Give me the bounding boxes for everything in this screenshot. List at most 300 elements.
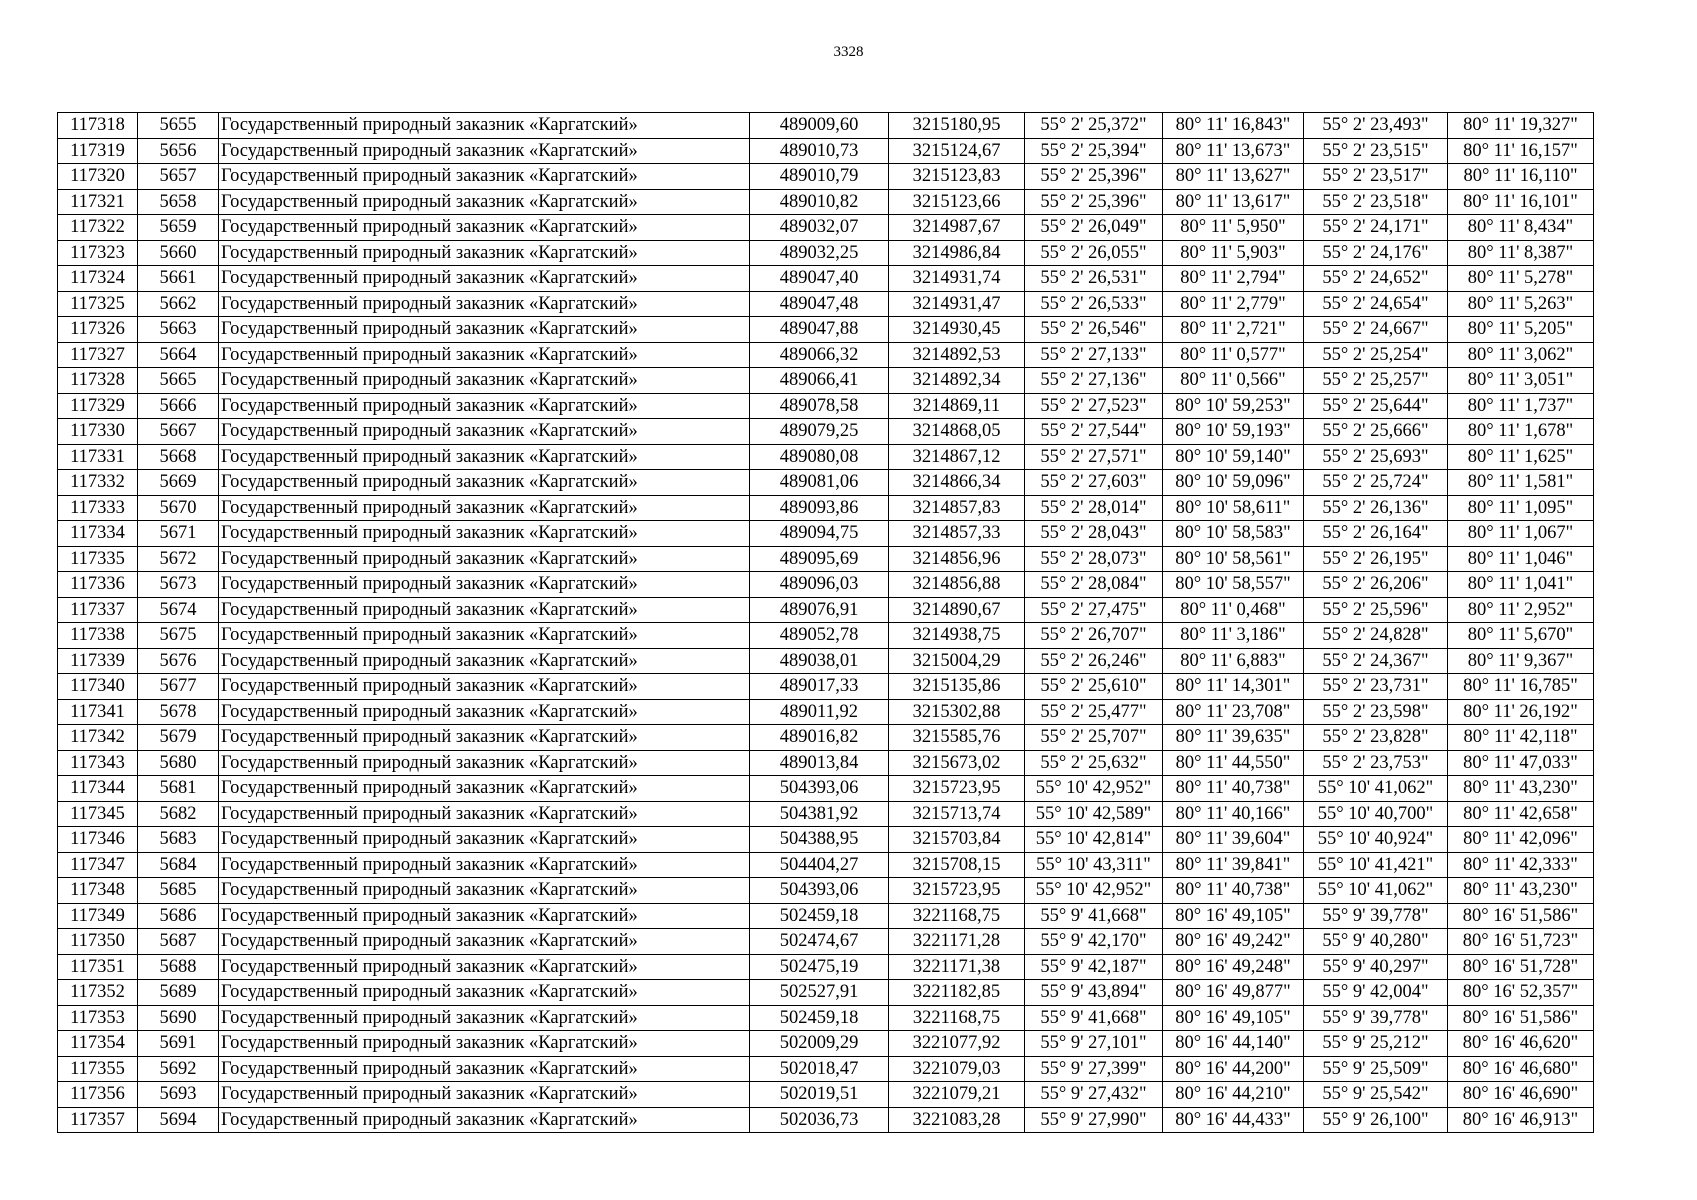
cell-longitude-2: 80° 16' 52,357" — [1448, 980, 1594, 1006]
cell-latitude-2: 55° 2' 26,136" — [1304, 495, 1448, 521]
cell-latitude-1: 55° 2' 25,610" — [1025, 674, 1163, 700]
cell-latitude-1: 55° 2' 27,571" — [1025, 444, 1163, 470]
cell-coord-x: 489010,73 — [750, 138, 889, 164]
cell-latitude-2: 55° 2' 24,652" — [1304, 266, 1448, 292]
cell-latitude-1: 55° 9' 42,170" — [1025, 929, 1163, 955]
cell-coord-x: 489010,82 — [750, 189, 889, 215]
cell-point-number: 5679 — [138, 725, 219, 751]
cell-coord-y: 3214892,34 — [889, 368, 1025, 394]
cell-reserve-name: Государственный природный заказник «Каргатский» — [219, 266, 750, 292]
cell-latitude-1: 55° 9' 41,668" — [1025, 903, 1163, 929]
cell-record-id: 117350 — [58, 929, 138, 955]
cell-latitude-2: 55° 2' 25,724" — [1304, 470, 1448, 496]
cell-latitude-1: 55° 2' 26,246" — [1025, 648, 1163, 674]
cell-latitude-2: 55° 2' 25,644" — [1304, 393, 1448, 419]
cell-record-id: 117352 — [58, 980, 138, 1006]
cell-coord-x: 502019,51 — [750, 1082, 889, 1108]
cell-point-number: 5662 — [138, 291, 219, 317]
cell-longitude-2: 80° 11' 16,785" — [1448, 674, 1594, 700]
table-row — [58, 495, 1594, 521]
table-row — [58, 291, 1594, 317]
table-row — [58, 368, 1594, 394]
cell-longitude-1: 80° 11' 23,708" — [1163, 699, 1304, 725]
table-row — [58, 342, 1594, 368]
cell-longitude-1: 80° 11' 0,566" — [1163, 368, 1304, 394]
table-row — [58, 878, 1594, 904]
cell-record-id: 117336 — [58, 572, 138, 598]
cell-record-id: 117318 — [58, 113, 138, 139]
cell-longitude-1: 80° 16' 49,248" — [1163, 954, 1304, 980]
cell-longitude-2: 80° 11' 5,278" — [1448, 266, 1594, 292]
cell-reserve-name: Государственный природный заказник «Каргатский» — [219, 1005, 750, 1031]
cell-coord-x: 489052,78 — [750, 623, 889, 649]
cell-latitude-2: 55° 9' 40,297" — [1304, 954, 1448, 980]
cell-longitude-1: 80° 16' 44,210" — [1163, 1082, 1304, 1108]
cell-longitude-2: 80° 11' 19,327" — [1448, 113, 1594, 139]
cell-coord-y: 3215123,66 — [889, 189, 1025, 215]
cell-reserve-name: Государственный природный заказник «Каргатский» — [219, 980, 750, 1006]
cell-coord-x: 489066,41 — [750, 368, 889, 394]
cell-coord-y: 3215123,83 — [889, 164, 1025, 190]
cell-longitude-2: 80° 11' 42,096" — [1448, 827, 1594, 853]
cell-reserve-name: Государственный природный заказник «Каргатский» — [219, 597, 750, 623]
cell-reserve-name: Государственный природный заказник «Каргатский» — [219, 750, 750, 776]
cell-longitude-1: 80° 10' 59,253" — [1163, 393, 1304, 419]
cell-coord-y: 3221083,28 — [889, 1107, 1025, 1133]
cell-coord-x: 502459,18 — [750, 1005, 889, 1031]
cell-latitude-1: 55° 2' 28,084" — [1025, 572, 1163, 598]
cell-latitude-2: 55° 10' 41,062" — [1304, 878, 1448, 904]
cell-coord-x: 489081,06 — [750, 470, 889, 496]
cell-reserve-name: Государственный природный заказник «Каргатский» — [219, 827, 750, 853]
cell-longitude-2: 80° 16' 51,723" — [1448, 929, 1594, 955]
cell-reserve-name: Государственный природный заказник «Каргатский» — [219, 1082, 750, 1108]
cell-latitude-1: 55° 2' 26,533" — [1025, 291, 1163, 317]
cell-coord-x: 489009,60 — [750, 113, 889, 139]
cell-coord-y: 3221079,03 — [889, 1056, 1025, 1082]
cell-latitude-1: 55° 9' 27,101" — [1025, 1031, 1163, 1057]
cell-point-number: 5672 — [138, 546, 219, 572]
cell-record-id: 117341 — [58, 699, 138, 725]
cell-coord-y: 3215723,95 — [889, 878, 1025, 904]
cell-latitude-1: 55° 2' 25,372" — [1025, 113, 1163, 139]
cell-longitude-2: 80° 11' 8,387" — [1448, 240, 1594, 266]
cell-longitude-2: 80° 11' 1,581" — [1448, 470, 1594, 496]
cell-latitude-2: 55° 9' 42,004" — [1304, 980, 1448, 1006]
cell-record-id: 117335 — [58, 546, 138, 572]
cell-coord-x: 489047,88 — [750, 317, 889, 343]
cell-latitude-2: 55° 2' 23,493" — [1304, 113, 1448, 139]
cell-coord-x: 504381,92 — [750, 801, 889, 827]
cell-longitude-2: 80° 11' 1,678" — [1448, 419, 1594, 445]
table-row — [58, 393, 1594, 419]
cell-latitude-1: 55° 9' 42,187" — [1025, 954, 1163, 980]
cell-latitude-2: 55° 2' 23,731" — [1304, 674, 1448, 700]
cell-coord-y: 3215703,84 — [889, 827, 1025, 853]
cell-latitude-1: 55° 2' 27,603" — [1025, 470, 1163, 496]
cell-record-id: 117340 — [58, 674, 138, 700]
cell-latitude-1: 55° 2' 25,707" — [1025, 725, 1163, 751]
cell-longitude-1: 80° 16' 49,242" — [1163, 929, 1304, 955]
cell-record-id: 117322 — [58, 215, 138, 241]
table-row — [58, 1031, 1594, 1057]
cell-longitude-1: 80° 10' 58,557" — [1163, 572, 1304, 598]
cell-longitude-2: 80° 16' 46,620" — [1448, 1031, 1594, 1057]
cell-longitude-2: 80° 11' 43,230" — [1448, 878, 1594, 904]
cell-coord-x: 489032,25 — [750, 240, 889, 266]
cell-coord-x: 489032,07 — [750, 215, 889, 241]
cell-record-id: 117342 — [58, 725, 138, 751]
cell-latitude-1: 55° 10' 43,311" — [1025, 852, 1163, 878]
table-row — [58, 1107, 1594, 1133]
cell-point-number: 5675 — [138, 623, 219, 649]
table-row — [58, 699, 1594, 725]
cell-coord-y: 3214857,83 — [889, 495, 1025, 521]
cell-reserve-name: Государственный природный заказник «Каргатский» — [219, 929, 750, 955]
cell-latitude-2: 55° 2' 23,515" — [1304, 138, 1448, 164]
cell-point-number: 5694 — [138, 1107, 219, 1133]
cell-point-number: 5674 — [138, 597, 219, 623]
cell-record-id: 117344 — [58, 776, 138, 802]
page-number: 3328 — [833, 44, 864, 60]
cell-longitude-1: 80° 16' 44,140" — [1163, 1031, 1304, 1057]
cell-coord-y: 3214986,84 — [889, 240, 1025, 266]
cell-record-id: 117347 — [58, 852, 138, 878]
cell-longitude-1: 80° 10' 58,583" — [1163, 521, 1304, 547]
cell-latitude-1: 55° 2' 26,707" — [1025, 623, 1163, 649]
cell-reserve-name: Государственный природный заказник «Каргатский» — [219, 495, 750, 521]
cell-coord-x: 502475,19 — [750, 954, 889, 980]
table-row — [58, 240, 1594, 266]
cell-latitude-2: 55° 2' 23,753" — [1304, 750, 1448, 776]
cell-coord-y: 3221077,92 — [889, 1031, 1025, 1057]
cell-reserve-name: Государственный природный заказник «Каргатский» — [219, 1056, 750, 1082]
cell-latitude-2: 55° 2' 25,257" — [1304, 368, 1448, 394]
cell-coord-x: 489078,58 — [750, 393, 889, 419]
cell-longitude-1: 80° 11' 16,843" — [1163, 113, 1304, 139]
cell-reserve-name: Государственный природный заказник «Каргатский» — [219, 342, 750, 368]
cell-longitude-2: 80° 11' 5,205" — [1448, 317, 1594, 343]
table-row — [58, 597, 1594, 623]
cell-latitude-2: 55° 2' 24,367" — [1304, 648, 1448, 674]
cell-record-id: 117351 — [58, 954, 138, 980]
table-row — [58, 470, 1594, 496]
cell-point-number: 5667 — [138, 419, 219, 445]
cell-reserve-name: Государственный природный заказник «Каргатский» — [219, 623, 750, 649]
cell-latitude-2: 55° 2' 23,518" — [1304, 189, 1448, 215]
cell-record-id: 117329 — [58, 393, 138, 419]
cell-coord-x: 489096,03 — [750, 572, 889, 598]
cell-coord-y: 3214931,74 — [889, 266, 1025, 292]
cell-latitude-2: 55° 2' 25,596" — [1304, 597, 1448, 623]
cell-record-id: 117319 — [58, 138, 138, 164]
cell-latitude-1: 55° 2' 28,073" — [1025, 546, 1163, 572]
cell-point-number: 5688 — [138, 954, 219, 980]
cell-point-number: 5678 — [138, 699, 219, 725]
cell-longitude-2: 80° 16' 46,680" — [1448, 1056, 1594, 1082]
cell-coord-x: 489079,25 — [750, 419, 889, 445]
cell-reserve-name: Государственный природный заказник «Каргатский» — [219, 1107, 750, 1133]
cell-longitude-1: 80° 10' 58,611" — [1163, 495, 1304, 521]
cell-latitude-1: 55° 2' 26,055" — [1025, 240, 1163, 266]
table-row — [58, 572, 1594, 598]
cell-reserve-name: Государственный природный заказник «Каргатский» — [219, 648, 750, 674]
cell-point-number: 5666 — [138, 393, 219, 419]
cell-point-number: 5692 — [138, 1056, 219, 1082]
cell-record-id: 117330 — [58, 419, 138, 445]
cell-point-number: 5687 — [138, 929, 219, 955]
cell-point-number: 5664 — [138, 342, 219, 368]
cell-record-id: 117338 — [58, 623, 138, 649]
cell-latitude-2: 55° 2' 24,667" — [1304, 317, 1448, 343]
cell-longitude-1: 80° 11' 2,779" — [1163, 291, 1304, 317]
cell-record-id: 117348 — [58, 878, 138, 904]
cell-longitude-1: 80° 11' 3,186" — [1163, 623, 1304, 649]
cell-longitude-1: 80° 10' 59,140" — [1163, 444, 1304, 470]
cell-coord-x: 502527,91 — [750, 980, 889, 1006]
table-row — [58, 929, 1594, 955]
cell-record-id: 117345 — [58, 801, 138, 827]
cell-longitude-2: 80° 16' 51,586" — [1448, 1005, 1594, 1031]
cell-point-number: 5659 — [138, 215, 219, 241]
cell-reserve-name: Государственный природный заказник «Каргатский» — [219, 852, 750, 878]
table-row — [58, 674, 1594, 700]
cell-latitude-1: 55° 9' 27,399" — [1025, 1056, 1163, 1082]
table-row — [58, 725, 1594, 751]
cell-longitude-2: 80° 11' 26,192" — [1448, 699, 1594, 725]
cell-longitude-2: 80° 16' 51,728" — [1448, 954, 1594, 980]
cell-latitude-1: 55° 2' 25,396" — [1025, 189, 1163, 215]
cell-longitude-2: 80° 11' 1,046" — [1448, 546, 1594, 572]
cell-coord-y: 3215673,02 — [889, 750, 1025, 776]
cell-coord-x: 502018,47 — [750, 1056, 889, 1082]
cell-point-number: 5677 — [138, 674, 219, 700]
cell-point-number: 5656 — [138, 138, 219, 164]
cell-reserve-name: Государственный природный заказник «Каргатский» — [219, 291, 750, 317]
cell-point-number: 5673 — [138, 572, 219, 598]
cell-latitude-2: 55° 2' 26,195" — [1304, 546, 1448, 572]
coordinates-table — [57, 112, 1594, 1133]
cell-reserve-name: Государственный природный заказник «Каргатский» — [219, 674, 750, 700]
cell-latitude-1: 55° 2' 26,049" — [1025, 215, 1163, 241]
cell-longitude-2: 80° 11' 16,157" — [1448, 138, 1594, 164]
cell-coord-x: 489047,48 — [750, 291, 889, 317]
table-row — [58, 317, 1594, 343]
cell-coord-x: 489080,08 — [750, 444, 889, 470]
cell-latitude-1: 55° 2' 27,136" — [1025, 368, 1163, 394]
table-row — [58, 164, 1594, 190]
cell-record-id: 117356 — [58, 1082, 138, 1108]
cell-record-id: 117320 — [58, 164, 138, 190]
cell-coord-x: 489011,92 — [750, 699, 889, 725]
cell-longitude-1: 80° 11' 39,841" — [1163, 852, 1304, 878]
cell-latitude-2: 55° 2' 23,598" — [1304, 699, 1448, 725]
cell-latitude-1: 55° 9' 27,432" — [1025, 1082, 1163, 1108]
cell-longitude-2: 80° 11' 47,033" — [1448, 750, 1594, 776]
cell-coord-y: 3214930,45 — [889, 317, 1025, 343]
cell-longitude-1: 80° 16' 49,105" — [1163, 903, 1304, 929]
cell-latitude-2: 55° 9' 25,509" — [1304, 1056, 1448, 1082]
cell-latitude-2: 55° 2' 24,654" — [1304, 291, 1448, 317]
cell-coord-x: 489017,33 — [750, 674, 889, 700]
cell-latitude-1: 55° 9' 43,894" — [1025, 980, 1163, 1006]
cell-longitude-2: 80° 16' 51,586" — [1448, 903, 1594, 929]
cell-latitude-1: 55° 2' 27,475" — [1025, 597, 1163, 623]
cell-point-number: 5670 — [138, 495, 219, 521]
cell-point-number: 5686 — [138, 903, 219, 929]
cell-longitude-1: 80° 11' 14,301" — [1163, 674, 1304, 700]
cell-latitude-1: 55° 2' 27,133" — [1025, 342, 1163, 368]
cell-latitude-1: 55° 10' 42,952" — [1025, 878, 1163, 904]
cell-latitude-2: 55° 2' 25,693" — [1304, 444, 1448, 470]
cell-reserve-name: Государственный природный заказник «Каргатский» — [219, 699, 750, 725]
cell-coord-y: 3214931,47 — [889, 291, 1025, 317]
cell-latitude-1: 55° 10' 42,814" — [1025, 827, 1163, 853]
cell-longitude-2: 80° 16' 46,913" — [1448, 1107, 1594, 1133]
table-row — [58, 827, 1594, 853]
cell-longitude-1: 80° 11' 39,604" — [1163, 827, 1304, 853]
cell-longitude-2: 80° 11' 43,230" — [1448, 776, 1594, 802]
table-row — [58, 215, 1594, 241]
cell-record-id: 117323 — [58, 240, 138, 266]
cell-reserve-name: Государственный природный заказник «Каргатский» — [219, 572, 750, 598]
cell-latitude-2: 55° 2' 25,666" — [1304, 419, 1448, 445]
cell-coord-x: 502009,29 — [750, 1031, 889, 1057]
cell-coord-y: 3215713,74 — [889, 801, 1025, 827]
cell-latitude-2: 55° 9' 39,778" — [1304, 1005, 1448, 1031]
cell-reserve-name: Государственный природный заказник «Каргатский» — [219, 725, 750, 751]
cell-point-number: 5676 — [138, 648, 219, 674]
cell-longitude-1: 80° 11' 39,635" — [1163, 725, 1304, 751]
cell-coord-x: 502036,73 — [750, 1107, 889, 1133]
cell-reserve-name: Государственный природный заказник «Каргатский» — [219, 776, 750, 802]
cell-coord-x: 489066,32 — [750, 342, 889, 368]
cell-latitude-1: 55° 9' 27,990" — [1025, 1107, 1163, 1133]
cell-coord-x: 489047,40 — [750, 266, 889, 292]
cell-coord-y: 3214856,96 — [889, 546, 1025, 572]
table-row — [58, 1082, 1594, 1108]
cell-coord-y: 3221182,85 — [889, 980, 1025, 1006]
cell-record-id: 117349 — [58, 903, 138, 929]
table-row — [58, 750, 1594, 776]
cell-reserve-name: Государственный природный заказник «Каргатский» — [219, 138, 750, 164]
cell-reserve-name: Государственный природный заказник «Каргатский» — [219, 393, 750, 419]
cell-record-id: 117324 — [58, 266, 138, 292]
cell-reserve-name: Государственный природный заказник «Каргатский» — [219, 444, 750, 470]
cell-longitude-2: 80° 11' 8,434" — [1448, 215, 1594, 241]
cell-latitude-1: 55° 2' 27,544" — [1025, 419, 1163, 445]
cell-longitude-1: 80° 11' 40,738" — [1163, 776, 1304, 802]
cell-point-number: 5681 — [138, 776, 219, 802]
cell-point-number: 5658 — [138, 189, 219, 215]
cell-reserve-name: Государственный природный заказник «Каргатский» — [219, 878, 750, 904]
cell-coord-y: 3214856,88 — [889, 572, 1025, 598]
cell-latitude-2: 55° 9' 26,100" — [1304, 1107, 1448, 1133]
cell-coord-x: 504393,06 — [750, 776, 889, 802]
cell-reserve-name: Государственный природный заказник «Каргатский» — [219, 164, 750, 190]
cell-coord-x: 489076,91 — [750, 597, 889, 623]
cell-latitude-1: 55° 9' 41,668" — [1025, 1005, 1163, 1031]
cell-longitude-1: 80° 16' 49,877" — [1163, 980, 1304, 1006]
cell-point-number: 5682 — [138, 801, 219, 827]
cell-reserve-name: Государственный природный заказник «Каргатский» — [219, 419, 750, 445]
cell-point-number: 5660 — [138, 240, 219, 266]
cell-point-number: 5663 — [138, 317, 219, 343]
cell-point-number: 5693 — [138, 1082, 219, 1108]
table-row — [58, 954, 1594, 980]
cell-coord-x: 489010,79 — [750, 164, 889, 190]
cell-reserve-name: Государственный природный заказник «Каргатский» — [219, 368, 750, 394]
cell-coord-y: 3215585,76 — [889, 725, 1025, 751]
cell-longitude-1: 80° 11' 40,166" — [1163, 801, 1304, 827]
cell-longitude-2: 80° 11' 1,625" — [1448, 444, 1594, 470]
cell-coord-y: 3215708,15 — [889, 852, 1025, 878]
cell-coord-x: 502474,67 — [750, 929, 889, 955]
cell-longitude-2: 80° 11' 16,101" — [1448, 189, 1594, 215]
cell-longitude-1: 80° 11' 5,903" — [1163, 240, 1304, 266]
cell-point-number: 5657 — [138, 164, 219, 190]
cell-coord-y: 3214890,67 — [889, 597, 1025, 623]
cell-latitude-2: 55° 9' 25,542" — [1304, 1082, 1448, 1108]
cell-latitude-2: 55° 2' 24,176" — [1304, 240, 1448, 266]
cell-coord-x: 504388,95 — [750, 827, 889, 853]
cell-record-id: 117355 — [58, 1056, 138, 1082]
cell-latitude-2: 55° 2' 26,206" — [1304, 572, 1448, 598]
cell-point-number: 5683 — [138, 827, 219, 853]
cell-coord-y: 3215124,67 — [889, 138, 1025, 164]
cell-coord-y: 3215302,88 — [889, 699, 1025, 725]
cell-longitude-2: 80° 11' 5,263" — [1448, 291, 1594, 317]
cell-point-number: 5668 — [138, 444, 219, 470]
cell-longitude-1: 80° 11' 40,738" — [1163, 878, 1304, 904]
cell-coord-y: 3214857,33 — [889, 521, 1025, 547]
cell-coord-y: 3214938,75 — [889, 623, 1025, 649]
cell-longitude-1: 80° 11' 2,794" — [1163, 266, 1304, 292]
cell-longitude-2: 80° 11' 42,333" — [1448, 852, 1594, 878]
cell-latitude-2: 55° 2' 25,254" — [1304, 342, 1448, 368]
cell-record-id: 117357 — [58, 1107, 138, 1133]
cell-point-number: 5671 — [138, 521, 219, 547]
cell-coord-y: 3214868,05 — [889, 419, 1025, 445]
cell-latitude-1: 55° 2' 25,396" — [1025, 164, 1163, 190]
cell-point-number: 5665 — [138, 368, 219, 394]
cell-coord-y: 3215723,95 — [889, 776, 1025, 802]
cell-longitude-2: 80° 11' 1,737" — [1448, 393, 1594, 419]
cell-record-id: 117333 — [58, 495, 138, 521]
table-row — [58, 801, 1594, 827]
cell-coord-y: 3215004,29 — [889, 648, 1025, 674]
cell-longitude-2: 80° 11' 1,067" — [1448, 521, 1594, 547]
cell-record-id: 117325 — [58, 291, 138, 317]
cell-latitude-1: 55° 2' 25,632" — [1025, 750, 1163, 776]
cell-latitude-2: 55° 9' 25,212" — [1304, 1031, 1448, 1057]
cell-longitude-1: 80° 11' 13,673" — [1163, 138, 1304, 164]
cell-reserve-name: Государственный природный заказник «Каргатский» — [219, 801, 750, 827]
cell-longitude-1: 80° 16' 49,105" — [1163, 1005, 1304, 1031]
table-row — [58, 444, 1594, 470]
cell-point-number: 5684 — [138, 852, 219, 878]
cell-point-number: 5685 — [138, 878, 219, 904]
cell-longitude-2: 80° 11' 1,041" — [1448, 572, 1594, 598]
cell-latitude-1: 55° 2' 28,014" — [1025, 495, 1163, 521]
cell-record-id: 117346 — [58, 827, 138, 853]
cell-coord-x: 504393,06 — [750, 878, 889, 904]
table-row — [58, 776, 1594, 802]
cell-longitude-2: 80° 11' 1,095" — [1448, 495, 1594, 521]
cell-reserve-name: Государственный природный заказник «Каргатский» — [219, 521, 750, 547]
cell-longitude-1: 80° 11' 13,617" — [1163, 189, 1304, 215]
table-row — [58, 266, 1594, 292]
